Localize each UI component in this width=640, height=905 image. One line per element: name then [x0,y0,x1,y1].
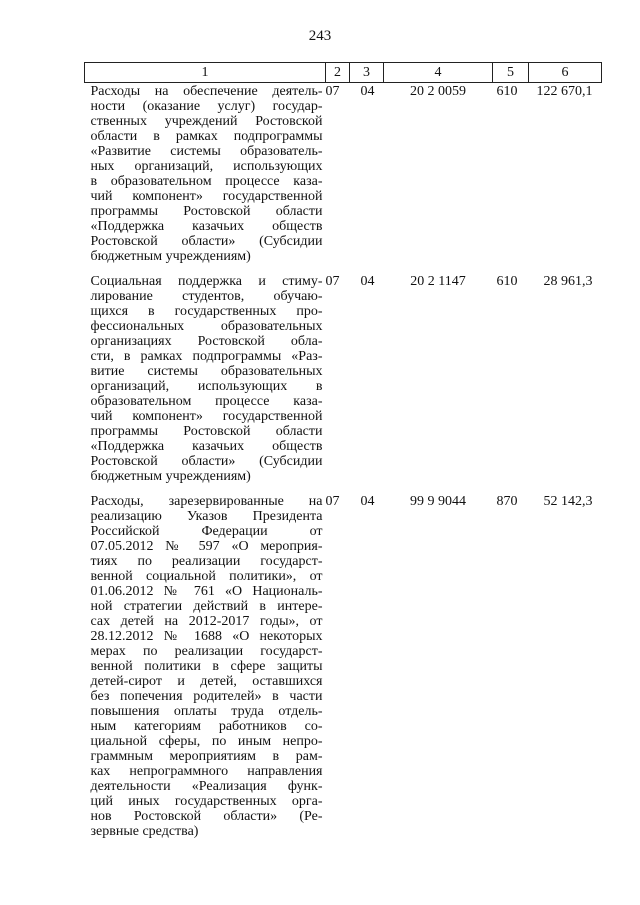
row-description [85,273,326,493]
description-line: Социальная поддержка и стиму- [90,274,323,289]
description-line: деятельности «Реализация функ- [90,779,323,794]
description-line: образовательном процессе каза- [90,394,323,409]
column-header-6: 6 [529,63,602,83]
column-header-2: 2 [326,63,350,83]
budget-table [84,62,602,848]
description-line: «Развитие системы образователь- [90,144,323,159]
description-line: нов Ростовской области» (Ре- [90,809,323,824]
description-line: щихся в государственных про- [90,304,323,319]
description-line: сах детей на 2012-2017 годы», от [90,614,323,629]
description-line: мерах по реализации государст- [90,644,323,659]
table-row [85,493,602,848]
description-line: «Поддержка казачьих обществ [90,439,323,454]
description-line: ных организаций, использующих [90,159,323,174]
description-line: ций иных государственных орга- [90,794,323,809]
description-line: сти, в рамках подпрограммы «Раз- [90,349,323,364]
description-line: лирование студентов, обучаю- [90,289,323,304]
description-line: в образовательном процессе каза- [90,174,323,189]
description-line: Расходы, зарезервированные на [90,494,323,509]
description-line: ности (оказание услуг) государ- [90,99,323,114]
description-line: Ростовской области» (Субсидии [90,234,323,249]
description-line: программы Ростовской области [90,204,323,219]
description-line: 01.06.2012 № 761 «О Националь- [90,584,323,599]
page-number: 243 [308,28,332,44]
expense-type-code: 870 [496,494,518,509]
description-line: циальной сферы, по иным непро- [90,734,323,749]
table-row [85,273,602,493]
column-header-4: 4 [384,63,493,83]
table-header-row [85,63,602,83]
description-line: венной политики в сфере защиты [90,659,323,674]
description-line: программы Ростовской области [90,424,323,439]
target-article-code: 20 2 0059 [410,84,466,99]
description-line: фессиональных образовательных [90,319,323,334]
description-line: организациях Ростовской обла- [90,334,323,349]
description-line: чий компонент» государственной [90,189,323,204]
description-line: венной социальной политики», от [90,569,323,584]
amount: 122 670,1 [536,84,593,99]
description-line: зервные средства) [90,824,199,839]
row-description [85,83,326,274]
description-line: ным категориям работников со- [90,719,323,734]
amount: 28 961,3 [543,274,593,289]
description-line: повышения оплаты труда отдель- [90,704,323,719]
target-article-code: 20 2 1147 [410,274,466,289]
column-header-1: 1 [85,63,326,83]
description-line: бюджетным учреждениям) [90,249,251,264]
description-line: «Поддержка казачьих обществ [90,219,323,234]
description-line: Расходы на обеспечение деятель- [90,84,323,99]
description-line: Российской Федерации от [90,524,323,539]
target-article-code: 99 9 9044 [410,494,466,509]
description-line: организаций, использующих в [90,379,323,394]
table-body [85,83,602,849]
section-code: 07 [325,84,340,99]
expense-type-code: 610 [496,274,518,289]
description-line: граммным мероприятиям в рам- [90,749,323,764]
row-description [85,493,326,848]
description-line: ной стратегии действий в интере- [90,599,323,614]
subsection-code: 04 [360,274,375,289]
description-line: 07.05.2012 № 597 «О мероприя- [90,539,323,554]
description-line: витие системы образовательных [90,364,323,379]
amount: 52 142,3 [543,494,593,509]
description-line: 28.12.2012 № 1688 «О некоторых [90,629,323,644]
description-line: реализацию Указов Президента [90,509,323,524]
subsection-code: 04 [360,84,375,99]
description-line: ственных учреждений Ростовской [90,114,323,129]
description-line: бюджетным учреждениям) [90,469,251,484]
subsection-code: 04 [360,494,375,509]
table-row [85,83,602,274]
description-line: чий компонент» государственной [90,409,323,424]
description-line: Ростовской области» (Субсидии [90,454,323,469]
description-line: ках непрограммного направления [90,764,323,779]
section-code: 07 [325,274,340,289]
section-code: 07 [325,494,340,509]
column-header-5: 5 [493,63,529,83]
column-header-3: 3 [350,63,384,83]
description-line: без попечения родителей» в части [90,689,323,704]
expense-type-code: 610 [496,84,518,99]
description-line: тиях по реализации государст- [90,554,323,569]
description-line: области в рамках подпрограммы [90,129,323,144]
description-line: детей-сирот и детей, оставшихся [90,674,323,689]
